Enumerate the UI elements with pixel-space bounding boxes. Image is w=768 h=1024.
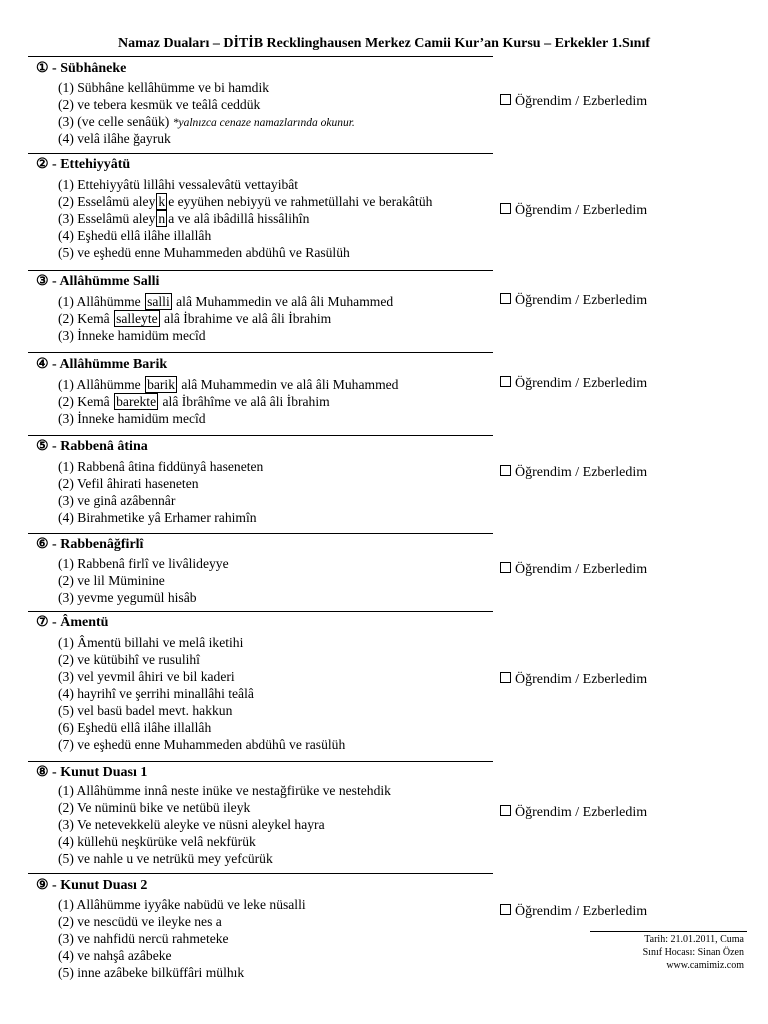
prayer-line [58,509,257,526]
prayer-line [58,193,432,210]
footer-divider [590,931,747,932]
section-title: ⑥ - Rabbenâğfirlî [36,537,144,552]
highlighted-word: salleyte [116,311,158,326]
line-note: *yalnızca cenaze namazlarında okunur. [172,117,355,129]
section-divider [28,761,493,762]
prayer-line [58,130,171,147]
section-title: ① - Sübhâneke [36,61,127,76]
section-divider [28,435,493,436]
section-divider [28,611,493,612]
prayer-line [58,79,269,96]
learned-checkbox[interactable] [500,904,647,920]
prayer-line [58,376,398,393]
footer-website: www.camimiz.com [666,960,744,971]
prayer-line [58,293,393,310]
line-text: (4) Eşhedü ellâ ilâhe illallâh [58,228,212,243]
highlighted-word: k [158,194,166,209]
checkbox-icon[interactable] [500,376,511,387]
checkbox-label: Öğrendim / Ezberledim [515,904,648,919]
section-divider [28,153,493,154]
section-title: ⑦ - Âmentü [36,615,109,630]
checkbox-icon[interactable] [500,904,511,915]
highlighted-word: barekte [116,394,157,409]
prayer-line [58,651,200,668]
prayer-line [58,492,175,509]
line-text: (2) Kemâ [58,394,114,409]
learned-checkbox[interactable] [500,465,647,481]
line-text: (3) İnneke hamidüm mecîd [58,328,206,343]
line-text: (2) ve tebera kesmük ve teâlâ ceddük [58,97,261,112]
section-divider [28,270,493,271]
section-title: ② - Ettehiyyâtü [36,157,131,172]
footer-teacher: Sınıf Hocası: Sinan Özen [642,947,744,958]
line-text: (1) Ettehiyyâtü lillâhi vessalevâtü vettayibât [58,177,299,192]
checkbox-icon[interactable] [500,672,511,683]
learned-checkbox[interactable] [500,562,647,578]
prayer-line [58,589,197,606]
line-text: (1) Allâhümme iyyâke nabüdü ve leke nüsalli [58,897,306,912]
prayer-line [58,719,211,736]
line-text: (3) vel yevmil âhiri ve bil kaderi [58,669,235,684]
line-text: (1) Allâhümme [58,294,145,309]
prayer-line [58,668,235,685]
line-text: (1) Allâhümme [58,377,145,392]
line-text: alâ İbrahime ve alâ âli İbrahim [160,311,332,326]
learned-checkbox[interactable] [500,376,647,392]
prayer-line [58,634,243,651]
line-text: (5) inne azâbeke bilküffâri mülhık [58,965,245,980]
checkbox-label: Öğrendim / Ezberledim [515,672,648,687]
line-text: (4) ve nahşâ azâbeke [58,948,172,963]
checkbox-label: Öğrendim / Ezberledim [515,465,648,480]
line-text: (3) yevme yegumül hisâb [58,590,197,605]
line-text: (1) Sübhâne kellâhümme ve bi hamdik [58,80,270,95]
prayer-line [58,685,254,702]
checkbox-icon[interactable] [500,805,511,816]
learned-checkbox[interactable] [500,293,647,309]
checkbox-label: Öğrendim / Ezberledim [515,562,648,577]
line-text: (6) Eşhedü ellâ ilâhe illallâh [58,720,212,735]
line-text: e eyyühen nebiyyü ve rahmetüllahi ve berakâtüh [168,194,433,209]
line-text: alâ İbrâhîme ve alâ âli İbrahim [159,394,330,409]
checkbox-label: Öğrendim / Ezberledim [515,293,648,308]
line-text: (2) Kemâ [58,311,114,326]
line-text: (4) velâ ilâhe ğayruk [58,131,171,146]
section-divider [28,352,493,353]
line-text: (4) Birahmetike yâ Erhamer rahimîn [58,510,257,525]
line-text: (4) hayrihî ve şerrihi minallâhi teâlâ [58,686,254,701]
learned-checkbox[interactable] [500,94,647,110]
checkbox-label: Öğrendim / Ezberledim [515,376,648,391]
line-text: (5) ve eşhedü enne Muhammeden abdühû ve Rasülüh [58,245,350,260]
prayer-line [58,244,350,261]
section-title: ④ - Allâhümme Barik [36,357,168,372]
prayer-line [58,393,330,410]
prayer-line [58,896,306,913]
line-text: (1) Rabbenâ firlî ve livâlideyye [58,556,229,571]
checkbox-label: Öğrendim / Ezberledim [515,805,648,820]
prayer-line [58,913,222,930]
line-text: (5) ve nahle u ve netrükü mey yefcürük [58,851,273,866]
prayer-line [58,96,260,113]
checkbox-icon[interactable] [500,465,511,476]
prayer-line [58,964,244,981]
line-text: (3) ve nahfidü nercü rahmeteke [58,931,229,946]
prayer-line [58,227,211,244]
checkbox-icon[interactable] [500,94,511,105]
section-title: ⑧ - Kunut Duası 1 [36,765,148,780]
prayer-line [58,782,391,799]
prayer-line [58,555,229,572]
learned-checkbox[interactable] [500,805,647,821]
line-text: (2) Vefil âhirati haseneten [58,476,199,491]
line-text: (2) Esselâmü aley [58,194,156,209]
prayer-line [58,799,250,816]
learned-checkbox[interactable] [500,672,647,688]
prayer-line [58,736,345,753]
prayer-line [58,458,263,475]
section-divider [28,873,493,874]
line-text: (3) (ve celle senâük) [58,114,173,129]
highlighted-word: salli [147,294,170,309]
line-text: (3) İnneke hamidüm mecîd [58,411,206,426]
section-title: ⑨ - Kunut Duası 2 [36,878,148,893]
line-text: (2) Ve nüminü bike ve netübü ileyk [58,800,251,815]
prayer-line [58,572,165,589]
line-text: (2) ve lil Müminine [58,573,165,588]
section-divider [28,533,493,534]
checkbox-label: Öğrendim / Ezberledim [515,94,648,109]
prayer-line [58,410,206,427]
line-text: (1) Âmentü billahi ve melâ iketihi [58,635,244,650]
line-text: (1) Allâhümme innâ neste inüke ve nestağfirüke ve nestehdik [58,783,391,798]
line-text: (7) ve eşhedü enne Muhammeden abdühû ve rasülüh [58,737,346,752]
checkbox-icon[interactable] [500,293,511,304]
prayer-line [58,850,273,867]
checkbox-icon[interactable] [500,203,511,214]
line-text: alâ Muhammedin ve alâ âli Muhammed [178,377,399,392]
checkbox-label: Öğrendim / Ezberledim [515,203,648,218]
prayer-line [58,930,229,947]
line-text: (3) Ve netevekkelü aleyke ve nüsni aleykel hayra [58,817,325,832]
line-text: (5) vel basü badel mevt. hakkun [58,703,233,718]
prayer-line [58,702,232,719]
footer-date: Tarih: 21.01.2011, Cuma [644,934,744,945]
section-title: ③ - Allâhümme Salli [36,274,160,289]
learned-checkbox[interactable] [500,203,647,219]
highlighted-word: barik [147,377,176,392]
line-text: alâ Muhammedin ve alâ âli Muhammed [172,294,394,309]
checkbox-icon[interactable] [500,562,511,573]
highlighted-word: n [158,211,166,226]
prayer-line [58,210,309,227]
prayer-line [58,947,172,964]
prayer-line [58,833,256,850]
section-divider [28,56,493,57]
section-title: ⑤ - Rabbenâ âtina [36,439,148,454]
line-text: (4) küllehü neşkürüke velâ nekfürük [58,834,256,849]
prayer-line [58,475,199,492]
prayer-line [58,310,331,327]
page-title: Namaz Duaları – DİTİB Recklinghausen Merkez Camii Kur’an Kursu – Erkekler 1.Sınıf [117,36,650,51]
prayer-line [58,327,206,344]
line-text: (1) Rabbenâ âtina fiddünyâ haseneten [58,459,264,474]
line-text: (2) ve nescüdü ve ileyke nes a [58,914,222,929]
line-text: a ve alâ ibâdillâ hissâlihîn [168,211,310,226]
line-text: (3) Esselâmü aley [58,211,156,226]
prayer-line [58,816,325,833]
prayer-line [58,176,298,193]
line-text: (3) ve ginâ azâbennâr [58,493,176,508]
line-text: (2) ve kütübihî ve rusulihî [58,652,200,667]
